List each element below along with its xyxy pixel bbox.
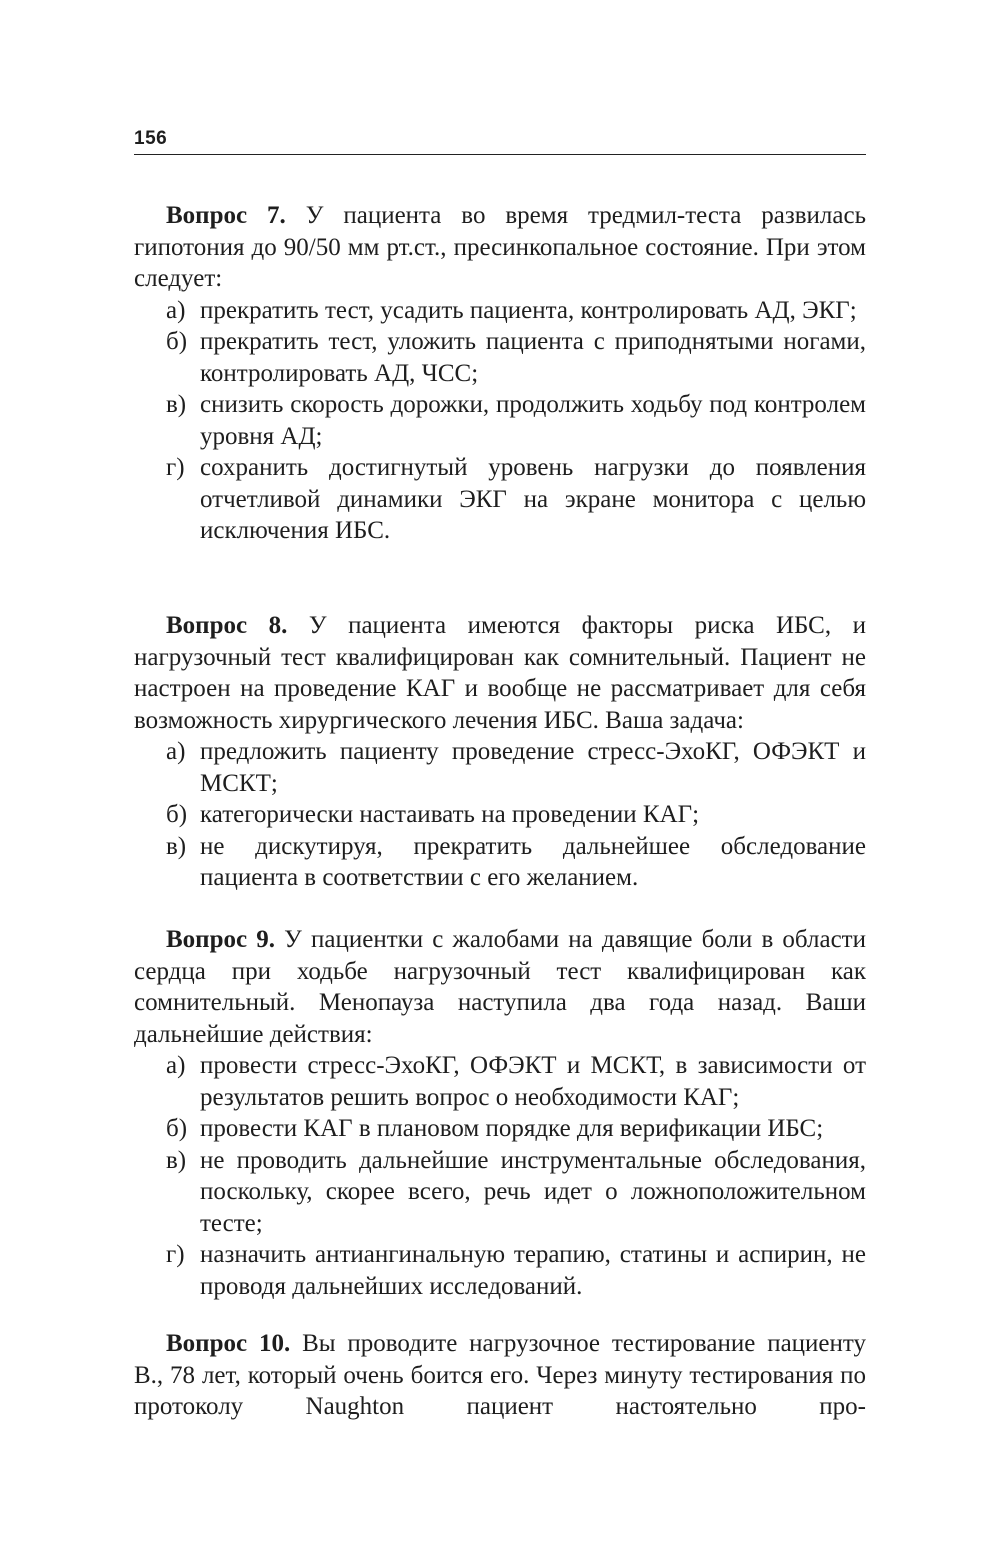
answer-option <box>134 1113 866 1145</box>
question-text <box>134 610 866 736</box>
question-9 <box>134 924 866 1302</box>
option-letter: а) <box>166 738 186 765</box>
option-text: не дискутируя, прекратить дальнейшее обследование пациента в соответствии с его желанием. <box>200 832 866 891</box>
question-7 <box>134 200 866 547</box>
question-text <box>134 1328 866 1423</box>
answer-option <box>134 736 866 799</box>
answer-option <box>134 1239 866 1302</box>
question-label: Вопрос 10. <box>166 1330 291 1357</box>
option-text: прекратить тест, усадить пациента, контролировать АД, ЭКГ; <box>200 296 857 324</box>
option-text: провести стресс-ЭхоКГ, ОФЭКТ и МСКТ, в зависимости от результатов решить вопрос о необходимости КАГ; <box>200 1052 866 1111</box>
question-text <box>134 200 866 295</box>
answer-option <box>134 326 866 389</box>
answer-option <box>134 799 866 831</box>
answer-option <box>134 295 866 327</box>
question-body: У пациента во время тредмил-теста развилась гипотония до 90/50 мм рт.ст., пресинкопальное состояние. При этом следует: <box>134 202 866 292</box>
option-text: провести КАГ в плановом порядке для верификации ИБС; <box>200 1115 824 1142</box>
option-letter: б) <box>166 801 188 828</box>
option-letter: б) <box>166 328 188 355</box>
answer-option <box>134 1145 866 1240</box>
option-text: категорически настаивать на проведении КАГ; <box>200 801 700 828</box>
option-letter: а) <box>166 296 186 324</box>
option-letter: б) <box>166 1115 188 1142</box>
answer-option <box>134 831 866 894</box>
page-number: 156 <box>134 128 168 149</box>
answer-options <box>134 1050 866 1302</box>
option-letter: в) <box>166 1146 187 1174</box>
question-10 <box>134 1328 866 1423</box>
option-text: прекратить тест, уложить пациента с приподнятыми ногами, контролировать АД, ЧСС; <box>200 328 866 387</box>
question-label: Вопрос 7. <box>166 202 286 229</box>
option-letter: г) <box>166 454 185 481</box>
option-text: снизить скорость дорожки, продолжить ходьбу под контролем уровня АД; <box>200 391 866 450</box>
option-letter: а) <box>166 1052 186 1079</box>
question-8 <box>134 610 866 894</box>
answer-options <box>134 295 866 547</box>
option-text: назначить антиангинальную терапию, статины и аспирин, не проводя дальнейших исследований. <box>200 1241 866 1300</box>
answer-option <box>134 1050 866 1113</box>
question-text <box>134 924 866 1050</box>
option-letter: в) <box>166 391 187 418</box>
question-label: Вопрос 8. <box>166 612 288 639</box>
option-text: сохранить достигнутый уровень нагрузки до появления отчетливой динамики ЭКГ на экране монитора с целью исключения ИБС. <box>200 454 866 544</box>
page-header <box>134 124 866 155</box>
question-body: У пациентки с жалобами на давящие боли в области сердца при ходьбе нагрузочный тест квалифицирован как сомнительный. Менопауза наступила два года назад. Ваши дальнейшие действия: <box>134 926 866 1048</box>
question-body: Вы проводите нагрузочное тестирование пациенту В., 78 лет, который очень боится его. Через минуту тестирования по протоколу Naughton пациент настоятельно про- <box>134 1330 866 1420</box>
answer-options <box>134 736 866 894</box>
option-letter: в) <box>166 832 187 860</box>
question-body: У пациента имеются факторы риска ИБС, и нагрузочный тест квалифицирован как сомнительный. Пациент не настроен на проведение КАГ и вообще не рассматривает для себя возможность хирургического лечения ИБС. Ваша задача: <box>134 612 866 734</box>
answer-option <box>134 452 866 547</box>
option-text: предложить пациенту проведение стресс-ЭхоКГ, ОФЭКТ и МСКТ; <box>200 738 866 797</box>
option-letter: г) <box>166 1241 185 1268</box>
question-label: Вопрос 9. <box>166 926 275 953</box>
option-text: не проводить дальнейшие инструментальные обследования, поскольку, скорее всего, речь идет о ложноположительном тесте; <box>200 1146 866 1237</box>
answer-option <box>134 389 866 452</box>
